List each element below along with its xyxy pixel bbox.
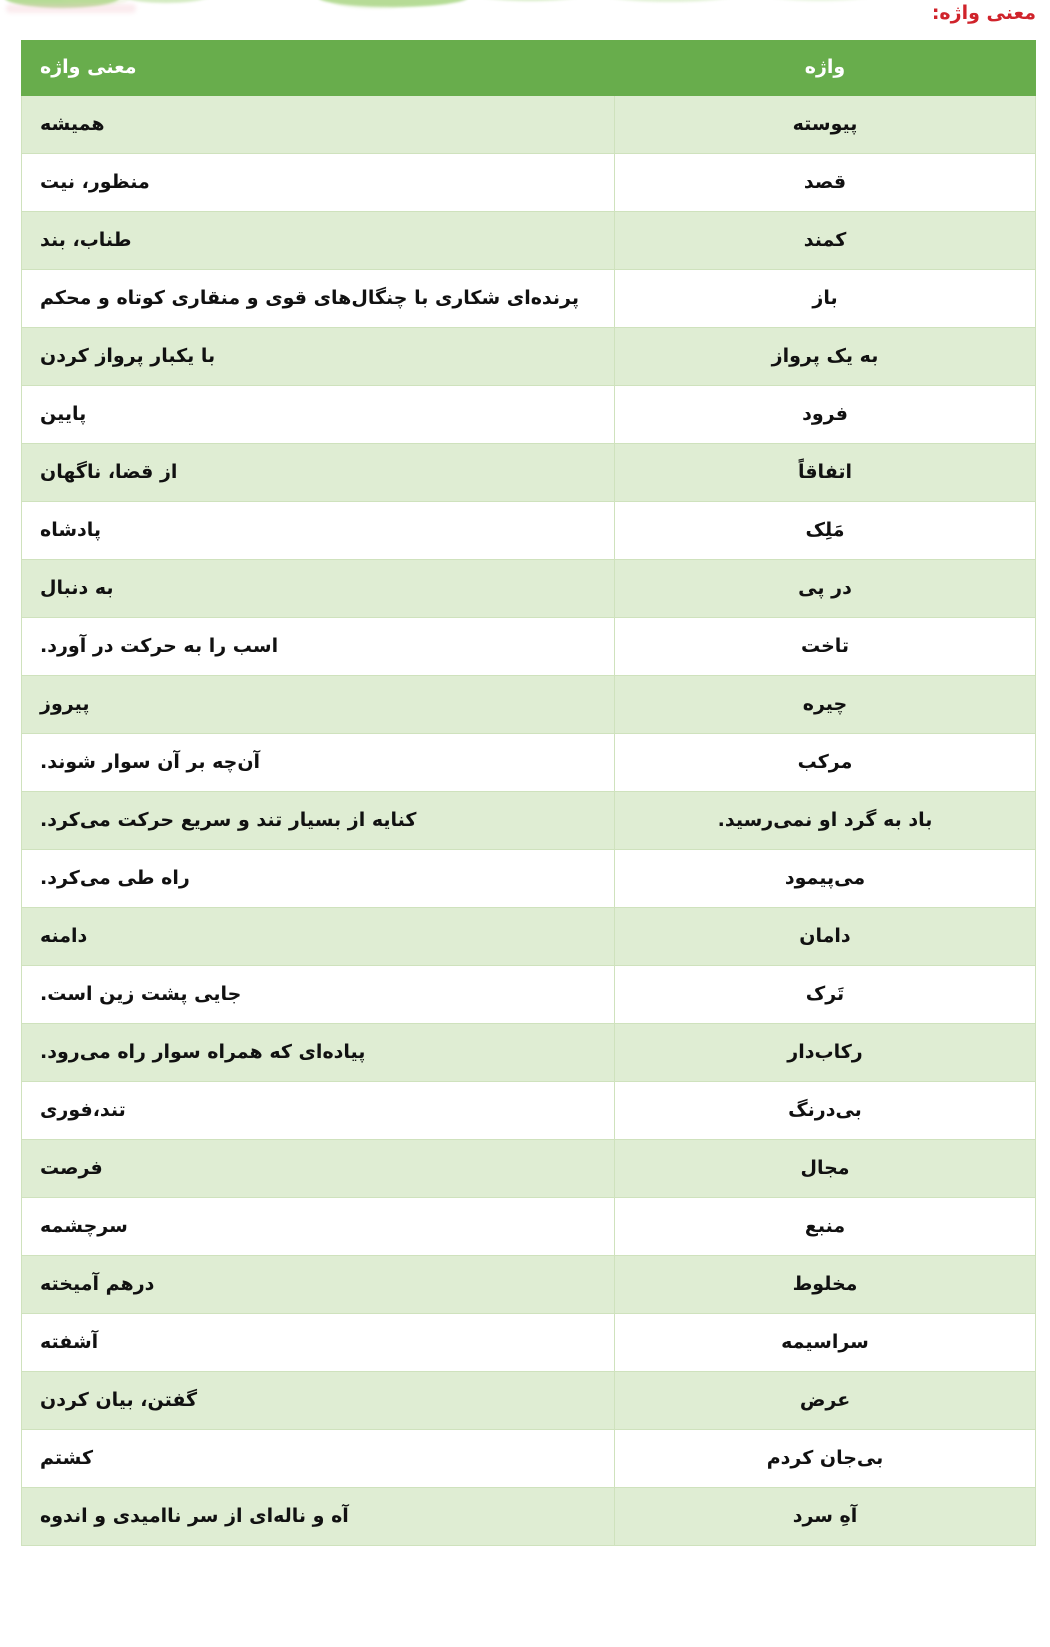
column-header-meaning: معنی واژه <box>22 41 615 96</box>
table-row <box>22 328 1036 386</box>
cell-meaning: پایین <box>22 386 615 444</box>
vocabulary-table-container <box>22 40 1036 1546</box>
cell-meaning: دامنه <box>22 908 615 966</box>
table-row <box>22 1256 1036 1314</box>
table-row <box>22 1372 1036 1430</box>
cell-word: مرکب <box>615 734 1036 792</box>
cell-word: چیره <box>615 676 1036 734</box>
leaf-decor-icon <box>760 0 880 1</box>
cell-meaning: راه طی می‌کرد. <box>22 850 615 908</box>
table-row <box>22 502 1036 560</box>
cell-word: به یک پرواز <box>615 328 1036 386</box>
leaf-decor-icon <box>600 0 740 2</box>
table-row <box>22 618 1036 676</box>
table-header <box>22 41 1036 96</box>
section-heading: معنی واژه: <box>931 2 1036 24</box>
cell-word: بی‌جان کردم <box>615 1430 1036 1488</box>
cell-word: در پی <box>615 560 1036 618</box>
cell-meaning: آه و ناله‌ای از سر ناامیدی و اندوه <box>22 1488 615 1546</box>
cell-meaning: سرچشمه <box>22 1198 615 1256</box>
cell-meaning: آشفته <box>22 1314 615 1372</box>
table-row <box>22 966 1036 1024</box>
table-row <box>22 734 1036 792</box>
table-row <box>22 96 1036 154</box>
leaf-decor-icon <box>318 0 468 7</box>
cell-word: پیوسته <box>615 96 1036 154</box>
cell-meaning: پرنده‌ای شکاری با چنگال‌های قوی و منقاری کوتاه و محکم <box>22 270 615 328</box>
cell-meaning: منظور، نیت <box>22 154 615 212</box>
table-row <box>22 212 1036 270</box>
table-row <box>22 154 1036 212</box>
table-row <box>22 1198 1036 1256</box>
table-row <box>22 1024 1036 1082</box>
cell-meaning: آن‌چه بر آن سوار شوند. <box>22 734 615 792</box>
table-row <box>22 444 1036 502</box>
cell-word: فرود <box>615 386 1036 444</box>
cell-word: تاخت <box>615 618 1036 676</box>
cell-word: اتفاقاً <box>615 444 1036 502</box>
cell-word: باد به گرد او نمی‌رسید. <box>615 792 1036 850</box>
cell-word: باز <box>615 270 1036 328</box>
cell-meaning: به دنبال <box>22 560 615 618</box>
leaf-decor-icon <box>470 0 590 1</box>
cell-word: سراسیمه <box>615 1314 1036 1372</box>
cell-meaning: از قضا، ناگهان <box>22 444 615 502</box>
page-top-decoration <box>0 0 1050 26</box>
cell-word: عرض <box>615 1372 1036 1430</box>
cell-word: می‌پیمود <box>615 850 1036 908</box>
cell-word: آهِ سرد <box>615 1488 1036 1546</box>
leaf-decor-icon <box>118 0 214 3</box>
cell-meaning: پیروز <box>22 676 615 734</box>
cell-meaning: تند،فوری <box>22 1082 615 1140</box>
cell-word: منبع <box>615 1198 1036 1256</box>
vocabulary-table <box>21 40 1036 1546</box>
table-row <box>22 560 1036 618</box>
cell-word: تَرک <box>615 966 1036 1024</box>
table-row <box>22 270 1036 328</box>
cell-meaning: جایی پشت زین است. <box>22 966 615 1024</box>
cell-meaning: طناب، بند <box>22 212 615 270</box>
cell-word: دامان <box>615 908 1036 966</box>
table-row <box>22 1488 1036 1546</box>
cell-meaning: کنایه از بسیار تند و سریع حرکت می‌کرد. <box>22 792 615 850</box>
table-row <box>22 908 1036 966</box>
cell-word: کمند <box>615 212 1036 270</box>
cell-meaning: پیاده‌ای که همراه سوار راه می‌رود. <box>22 1024 615 1082</box>
column-header-word: واژه <box>615 41 1036 96</box>
cell-meaning: فرصت <box>22 1140 615 1198</box>
table-row <box>22 386 1036 444</box>
table-row <box>22 1430 1036 1488</box>
leaf-decor-icon <box>4 0 120 8</box>
pink-smudge-decor <box>6 4 136 13</box>
cell-meaning: درهم آمیخته <box>22 1256 615 1314</box>
cell-word: مَلِک <box>615 502 1036 560</box>
cell-word: مجال <box>615 1140 1036 1198</box>
table-row <box>22 1140 1036 1198</box>
cell-meaning: کشتم <box>22 1430 615 1488</box>
table-row <box>22 792 1036 850</box>
table-row <box>22 1082 1036 1140</box>
leaf-decor-icon <box>60 0 130 6</box>
cell-word: قصد <box>615 154 1036 212</box>
cell-meaning: با یکبار پرواز کردن <box>22 328 615 386</box>
cell-meaning: اسب را به حرکت در آورد. <box>22 618 615 676</box>
leaf-decor-icon <box>330 0 420 9</box>
table-row <box>22 850 1036 908</box>
cell-meaning: پادشاه <box>22 502 615 560</box>
table-row <box>22 1314 1036 1372</box>
cell-word: مخلوط <box>615 1256 1036 1314</box>
table-body <box>22 96 1036 1546</box>
cell-meaning: گفتن، بیان کردن <box>22 1372 615 1430</box>
table-header-row <box>22 41 1036 96</box>
table-row <box>22 676 1036 734</box>
cell-word: رکاب‌دار <box>615 1024 1036 1082</box>
cell-meaning: همیشه <box>22 96 615 154</box>
cell-word: بی‌درنگ <box>615 1082 1036 1140</box>
